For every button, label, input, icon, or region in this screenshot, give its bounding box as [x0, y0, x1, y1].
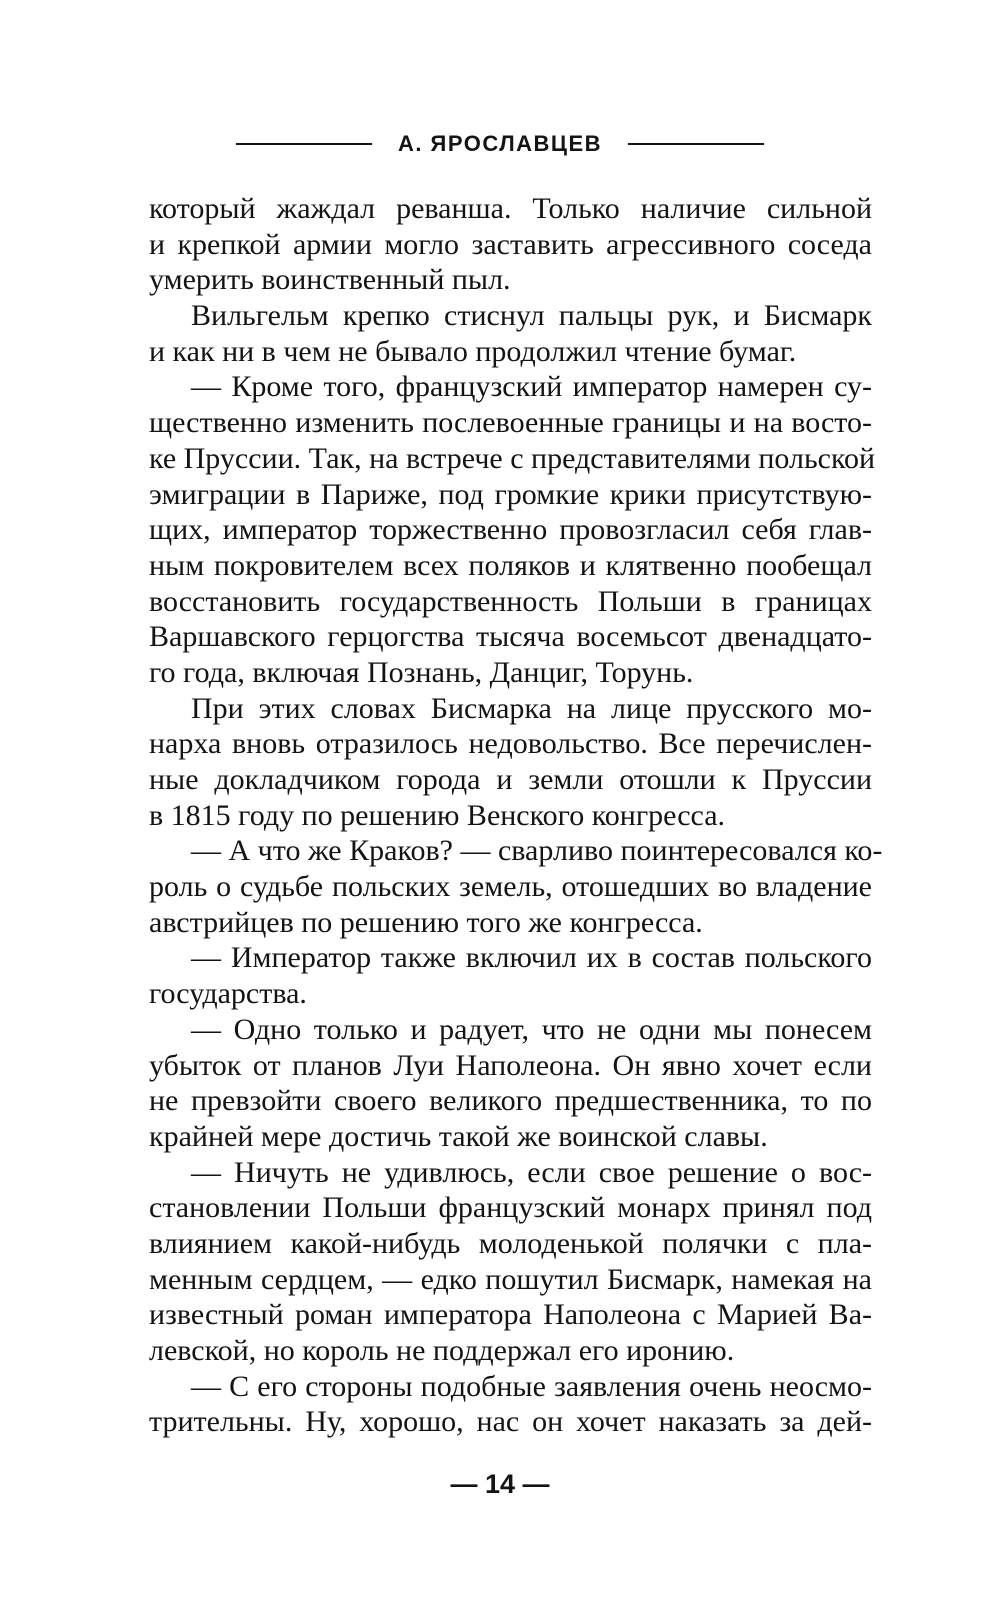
text-line: и крепкой армии могло заставить агрессивного соседа [149, 227, 872, 261]
running-header-author: А. ЯРОСЛАВЦЕВ [397, 131, 603, 156]
text-line: щественно изменить послевоенные границы и на восто- [149, 406, 872, 440]
text-line: — А что же Краков? — сварливо поинтересовался ко- [191, 834, 883, 868]
header-rule-left [236, 143, 372, 145]
text-line: ные докладчиком города и земли отошли к Пруссии [149, 763, 872, 796]
text-line: и как ни в чем не бывало продолжил чтение бумаг. [149, 334, 797, 368]
page-number: — 14 — [450, 1469, 550, 1499]
text-line: становлении Польши французский монарх принял под [149, 1191, 872, 1225]
text-line: левской, но король не поддержал его иронию. [149, 1334, 735, 1367]
text-line: го года, включая Познань, Данциг, Торунь. [149, 655, 694, 689]
text-line: эмиграции в Париже, под громкие крики присутствую- [149, 477, 872, 511]
text-line: не превзойти своего великого предшественника, то по [149, 1084, 872, 1118]
text-line: — Ничуть не удивлюсь, если свое решение о вос- [191, 1155, 872, 1189]
text-line: восстановить государственность Польши в границах [149, 584, 872, 618]
text-line: в 1815 году по решению Венского конгресса. [149, 798, 726, 832]
text-line: Варшавского герцогства тысяча восемьсот двенадцато- [149, 620, 872, 654]
text-line: убыток от планов Луи Наполеона. Он явно хочет если [149, 1048, 872, 1082]
text-line: известный роман императора Наполеона с Марией Ва- [149, 1298, 872, 1332]
text-line: нарха вновь отразилось недовольство. Все перечислен- [149, 727, 872, 761]
text-line: менным сердцем, — едко пошутил Бисмарк, намекая на [149, 1262, 872, 1296]
header-rule-right [628, 143, 764, 145]
text-line: — Одно только и радует, что не одни мы понесем [191, 1012, 872, 1046]
text-line: австрийцев по решению того же конгресса. [149, 905, 703, 939]
text-line: щих, император торжественно провозгласил себя глав- [149, 513, 872, 547]
text-line: умерить воинственный пыл. [149, 263, 511, 297]
text-line: При этих словах Бисмарка на лице прусского мо- [191, 691, 872, 725]
text-line: Вильгельм крепко стиснул пальцы рук, и Бисмарк [191, 299, 872, 333]
running-header [0, 122, 1000, 166]
text-line: ным покровителем всех поляков и клятвенно пообещал [149, 548, 872, 582]
text-line: — Император также включил их в состав польского [191, 941, 872, 975]
text-line: — Кроме того, французский император намерен су- [191, 370, 872, 404]
text-line: государства. [149, 977, 307, 1011]
page-body [149, 191, 883, 1440]
text-line: который жаждал реванша. Только наличие сильной [149, 192, 872, 225]
text-line: — С его стороны подобные заявления очень неосмо- [191, 1369, 872, 1403]
text-line: влиянием какой-нибудь молоденькой полячки с пла- [149, 1226, 872, 1260]
text-line: ке Пруссии. Так, на встрече с представителями польской [149, 441, 876, 475]
text-line: роль о судьбе польских земель, отошедших во владение [149, 870, 872, 904]
text-line: крайней мере достичь такой же воинской славы. [149, 1119, 768, 1153]
text-line: трительны. Ну, хорошо, нас он хочет наказать за дей- [149, 1405, 872, 1439]
